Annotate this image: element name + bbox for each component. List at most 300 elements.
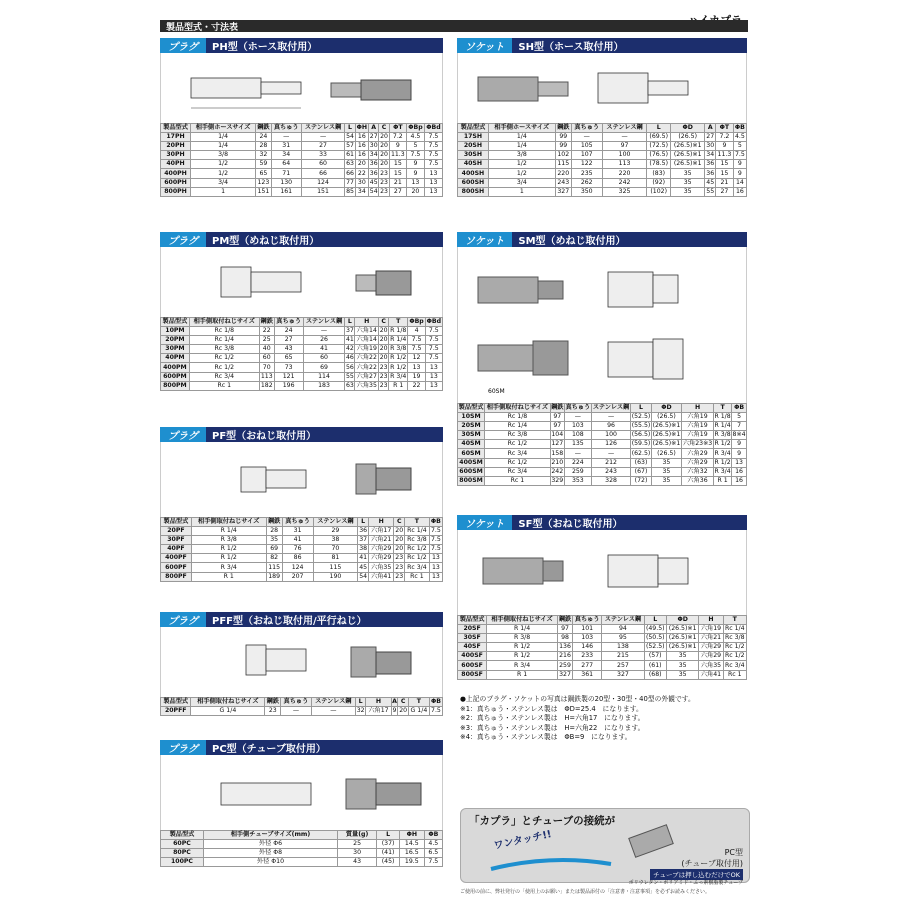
value-cell: 97: [550, 422, 564, 431]
value-cell: (26.5)※1: [670, 142, 704, 151]
model-cell: 600SF: [458, 661, 487, 670]
value-cell: 7.5: [425, 345, 442, 354]
value-cell: 20: [380, 151, 388, 159]
value-cell: Rc 1/2: [189, 363, 259, 372]
value-cell: 235: [571, 169, 602, 178]
value-cell: 33: [301, 151, 345, 160]
value-cell: 327: [559, 670, 571, 678]
value-cell: 1: [488, 187, 555, 196]
table-row: [458, 187, 747, 196]
value-cell: 7.5: [431, 707, 441, 715]
sh-diagram: [457, 53, 747, 123]
value-cell: 4.5: [734, 133, 745, 141]
table-row: [161, 527, 443, 536]
table-row: [161, 178, 443, 187]
value-cell: 6.5: [424, 849, 442, 858]
value-cell: 31: [282, 527, 313, 536]
value-cell: 35: [670, 187, 704, 196]
value-cell: 113: [602, 160, 647, 169]
value-cell: 259: [559, 661, 571, 669]
value-cell: 21: [716, 178, 734, 187]
col-header: ΦD: [651, 404, 681, 413]
col-header: ステンレス鋼: [313, 518, 358, 527]
value-cell: 35: [651, 476, 681, 485]
value-cell: Rc 3/4: [189, 372, 259, 381]
model-cell: 30PH: [161, 151, 191, 160]
value-cell: R 1/2: [390, 354, 407, 362]
value-cell: 189: [266, 572, 282, 581]
value-cell: 113: [260, 372, 273, 380]
value-cell: 115: [313, 563, 358, 572]
value-cell: 5: [732, 413, 747, 422]
value-cell: 327: [555, 187, 571, 196]
value-cell: 21: [389, 178, 406, 187]
value-cell: 20: [395, 536, 404, 544]
col-header: ΦB: [732, 404, 747, 413]
col-header: 真ちゅう: [274, 318, 303, 327]
value-cell: 16: [355, 133, 368, 142]
value-cell: (37): [377, 840, 400, 849]
value-cell: 20: [395, 527, 404, 535]
value-cell: 233: [573, 652, 602, 661]
col-header: ステンレス鋼: [311, 698, 355, 707]
col-header: H: [355, 318, 379, 327]
value-cell: 146: [573, 643, 602, 652]
col-header: ステンレス鋼: [592, 404, 630, 412]
value-cell: R 1/2: [714, 440, 731, 448]
value-cell: 34: [369, 151, 378, 159]
pc-drawing: [161, 755, 444, 830]
sf-table: [457, 615, 747, 680]
value-cell: Rc 3/4: [724, 661, 745, 669]
table-row: [161, 381, 443, 390]
value-cell: 六角19: [682, 413, 714, 422]
value-cell: 115: [555, 160, 571, 169]
value-cell: R 1/2: [390, 363, 407, 371]
model-cell: 30PF: [161, 536, 192, 545]
section-pf-header: [160, 427, 443, 442]
table-title-bar: [160, 20, 748, 32]
section-sm: [457, 232, 747, 486]
value-cell: Rc 3/4: [485, 449, 551, 458]
value-cell: Rc 3/8: [405, 536, 430, 545]
pc-table: [160, 830, 443, 867]
value-cell: 7.5: [734, 151, 745, 159]
value-cell: 7.5: [424, 142, 442, 151]
col-header: L: [345, 124, 355, 133]
value-cell: (26.5)※1: [652, 440, 681, 448]
value-cell: (78.5): [647, 160, 671, 169]
value-cell: —: [281, 707, 311, 716]
value-cell: 1/2: [191, 169, 256, 178]
col-header: ΦBp: [408, 124, 423, 132]
value-cell: 9: [716, 142, 734, 151]
col-header: 製品型式: [161, 831, 204, 840]
value-cell: 7.5: [424, 160, 442, 169]
value-cell: 1/4: [191, 133, 256, 142]
section-pm-tag: プラグ: [160, 232, 206, 247]
col-header: 製品型式: [458, 616, 487, 625]
model-cell: 600PF: [161, 563, 192, 572]
value-cell: 13: [408, 363, 425, 372]
value-cell: 353: [564, 476, 591, 485]
col-header: ΦD: [666, 616, 699, 625]
value-cell: 97: [557, 625, 572, 634]
value-cell: (69.5): [647, 133, 671, 142]
col-header: 相手側ホースサイズ: [191, 124, 256, 133]
value-cell: Rc 3/8: [485, 431, 551, 440]
col-header: ΦBp: [409, 318, 424, 326]
pf-table: [160, 517, 443, 582]
value-cell: 3/8: [191, 151, 256, 160]
table-row: [458, 634, 747, 643]
value-cell: (72): [631, 476, 652, 485]
table-row: [458, 449, 747, 458]
value-cell: 1: [191, 187, 256, 196]
value-cell: 27: [716, 187, 734, 196]
model-cell: 17PH: [161, 133, 191, 142]
value-cell: 5: [406, 142, 424, 151]
col-header: ΦB: [424, 831, 442, 840]
value-cell: 27: [389, 187, 406, 196]
value-cell: 13: [429, 563, 442, 572]
col-header: ステンレス鋼: [602, 616, 644, 625]
table-row: [161, 187, 443, 196]
section-pf-tag: プラグ: [160, 427, 206, 442]
value-cell: 325: [602, 187, 647, 196]
section-sh-title: SH型（ホース取付用）: [518, 42, 624, 53]
value-cell: 24: [256, 133, 272, 142]
value-cell: 六角14: [356, 336, 377, 344]
model-cell: 20PFF: [161, 707, 191, 716]
value-cell: 14: [733, 178, 746, 187]
value-cell: 1/4: [191, 142, 256, 151]
model-cell: 40PF: [161, 545, 192, 554]
table-row: [161, 707, 443, 716]
table-row: [161, 849, 443, 858]
value-cell: 六角19: [682, 422, 714, 431]
col-header: H: [682, 404, 714, 413]
value-cell: 19.5: [400, 858, 425, 867]
value-cell: 7.2: [389, 133, 406, 142]
value-cell: 3/4: [488, 178, 555, 187]
col-header: 鋼鉄: [257, 124, 270, 132]
pf-drawing: [161, 442, 444, 517]
value-cell: 224: [564, 458, 591, 467]
value-cell: —: [602, 133, 647, 142]
col-header: A: [392, 698, 397, 706]
table-row: [161, 327, 443, 336]
col-header: L: [631, 404, 652, 413]
col-header: ΦB: [734, 124, 745, 132]
value-cell: 35: [666, 670, 699, 679]
model-cell: 10PM: [161, 327, 190, 336]
col-header: 真ちゅう: [573, 616, 602, 625]
pm-diagram: [160, 247, 443, 317]
value-cell: 7.5: [425, 336, 442, 345]
value-cell: —: [311, 707, 355, 716]
value-cell: (50.5): [645, 634, 665, 642]
value-cell: R 3/8: [487, 634, 558, 643]
value-cell: 13: [424, 169, 442, 178]
table-title: 製品型式・寸法表: [166, 23, 239, 33]
value-cell: 7.5: [424, 151, 442, 160]
col-header: 相手側取付ねじサイズ: [191, 518, 266, 527]
value-cell: —: [564, 413, 591, 422]
value-cell: 23: [380, 169, 388, 177]
value-cell: 361: [573, 670, 602, 679]
ph-diagram: [160, 53, 443, 123]
value-cell: 六角29: [682, 458, 714, 467]
col-header: 相手側取付ねじサイズ: [189, 318, 259, 327]
value-cell: 124: [282, 563, 313, 572]
model-cell: 600PM: [161, 372, 190, 381]
value-cell: 100: [602, 151, 647, 160]
value-cell: 115: [266, 563, 282, 572]
value-cell: 63: [345, 381, 354, 389]
section-pc: [160, 740, 443, 867]
value-cell: 182: [260, 381, 273, 389]
value-cell: R 1: [487, 670, 558, 679]
model-cell: 40SM: [458, 440, 485, 449]
value-cell: 220: [555, 169, 571, 178]
value-cell: Rc 1/2: [724, 652, 745, 660]
value-cell: (26.5)※1: [666, 634, 699, 643]
value-cell: 9: [732, 440, 747, 449]
value-cell: (67): [631, 467, 652, 476]
value-cell: 73: [274, 363, 303, 372]
value-cell: 190: [313, 572, 358, 581]
value-cell: 8※4: [732, 431, 746, 439]
value-cell: 242: [602, 178, 647, 187]
model-cell: 20PF: [161, 527, 192, 536]
table-row: [161, 572, 443, 581]
value-cell: R 3/4: [191, 563, 266, 572]
value-cell: 11.3: [390, 151, 405, 159]
value-cell: 350: [571, 187, 602, 196]
value-cell: 六角35: [356, 381, 377, 389]
value-cell: R 3/4: [714, 449, 731, 457]
value-cell: 六角35: [368, 563, 393, 572]
value-cell: 96: [591, 422, 630, 431]
value-cell: (61): [644, 661, 666, 670]
value-cell: 66: [301, 169, 345, 178]
value-cell: 20: [406, 187, 424, 196]
section-sf-header: [457, 515, 747, 530]
col-header: L: [647, 124, 671, 133]
value-cell: 38: [359, 545, 368, 553]
value-cell: (49.5): [645, 625, 665, 633]
value-cell: 97: [550, 413, 564, 422]
table-row: [458, 413, 747, 422]
value-cell: 16: [732, 476, 747, 485]
value-cell: 103: [564, 422, 591, 431]
value-cell: —: [591, 413, 630, 422]
value-cell: 77: [346, 178, 354, 186]
value-cell: R 1: [714, 476, 732, 485]
value-cell: 70: [313, 545, 358, 554]
value-cell: 16: [355, 142, 368, 151]
value-cell: Rc 1/2: [485, 458, 551, 467]
section-ph-tag: プラグ: [160, 38, 206, 53]
col-header: ΦT: [716, 124, 734, 133]
model-cell: 40PH: [161, 160, 191, 169]
value-cell: 26: [303, 336, 345, 345]
value-cell: (26.5): [651, 413, 681, 422]
value-cell: 7.5: [425, 327, 442, 336]
value-cell: 81: [313, 554, 358, 563]
value-cell: 46: [345, 354, 354, 362]
model-cell: 40SF: [458, 643, 487, 652]
value-cell: Rc 1/4: [405, 527, 430, 536]
model-cell: 30SM: [458, 431, 485, 440]
section-sf-tag: ソケット: [457, 515, 512, 530]
value-cell: 20: [355, 160, 368, 169]
section-sf: [457, 515, 747, 680]
value-cell: (92): [647, 178, 671, 187]
value-cell: 13: [424, 187, 442, 196]
value-cell: 16: [733, 187, 746, 196]
value-cell: 7.5: [424, 858, 442, 867]
value-cell: 1/2: [488, 169, 555, 178]
value-cell: 5: [733, 142, 746, 151]
value-cell: 86: [282, 554, 313, 563]
section-sf-title: SF型（おねじ取付用）: [518, 519, 623, 530]
value-cell: 65: [274, 354, 303, 363]
value-cell: 97: [602, 142, 647, 151]
value-cell: 36: [369, 169, 378, 177]
value-cell: 7.5: [430, 536, 441, 544]
section-sm-title: SM型（めねじ取付用）: [518, 236, 626, 247]
value-cell: 23: [379, 381, 388, 389]
model-cell: 80PC: [161, 849, 204, 858]
value-cell: 7.5: [430, 527, 441, 535]
value-cell: 34: [271, 151, 301, 160]
value-cell: 六角29: [682, 449, 714, 458]
value-cell: 121: [274, 372, 303, 381]
value-cell: 16.5: [400, 849, 425, 858]
note-line: ※2：真ちゅう・ステンレス製は H=六角17 になります。: [460, 714, 645, 722]
table-row: [458, 151, 747, 160]
col-header: 鋼鉄: [267, 518, 281, 526]
value-cell: 99: [555, 142, 571, 151]
note-line: ※1：真ちゅう・ステンレス製は ΦD=25.4 になります。: [460, 704, 643, 713]
value-cell: R 3/4: [390, 372, 407, 380]
value-cell: 277: [573, 661, 602, 670]
value-cell: 35: [666, 661, 699, 670]
value-cell: 7.5: [430, 545, 441, 553]
value-cell: 六角17: [368, 527, 393, 536]
value-cell: 262: [571, 178, 602, 187]
value-cell: R 3/8: [714, 431, 731, 439]
col-header: A: [369, 124, 379, 133]
value-cell: 23: [395, 572, 404, 580]
value-cell: 22: [259, 327, 274, 336]
model-cell: 30PM: [161, 345, 190, 354]
value-cell: 99: [555, 133, 571, 142]
model-cell: 20SM: [458, 422, 485, 431]
section-sh-header: [457, 38, 747, 53]
value-cell: 56: [345, 363, 354, 371]
value-cell: R 1: [191, 572, 266, 581]
value-cell: 183: [303, 381, 345, 390]
value-cell: 60: [259, 354, 274, 363]
value-cell: 151: [301, 187, 345, 196]
col-header: A: [705, 124, 716, 133]
value-cell: 123: [257, 178, 270, 186]
value-cell: 16: [355, 151, 368, 160]
sf-diagram: [457, 530, 747, 615]
value-cell: 11.3: [717, 151, 732, 159]
value-cell: 37: [345, 327, 354, 335]
value-cell: 243: [555, 178, 571, 187]
value-cell: 六角17: [366, 707, 391, 716]
value-cell: (52.5): [645, 643, 665, 651]
col-header: 真ちゅう: [281, 698, 311, 707]
table-row: [458, 661, 747, 670]
col-header: L: [355, 698, 366, 707]
value-cell: 22: [355, 169, 368, 178]
col-header: 鋼鉄: [551, 404, 564, 412]
value-cell: 329: [551, 476, 564, 484]
value-cell: Rc 3/8: [189, 345, 259, 354]
value-cell: 45: [706, 178, 715, 186]
value-cell: R 3/8: [390, 345, 407, 353]
value-cell: 4.5: [406, 133, 424, 142]
col-header: ΦD: [670, 124, 704, 133]
value-cell: 六角41: [700, 670, 722, 678]
value-cell: 20: [379, 354, 388, 362]
col-header: 製品型式: [458, 404, 484, 412]
col-header: 製品型式: [161, 698, 191, 707]
table-row: [161, 840, 443, 849]
value-cell: 20: [380, 142, 388, 150]
col-header: 真ちゅう: [282, 518, 313, 527]
value-cell: 54: [346, 133, 354, 141]
value-cell: 36: [706, 160, 715, 168]
value-cell: 7: [732, 422, 747, 431]
value-cell: 327: [602, 670, 644, 679]
value-cell: 70: [259, 363, 274, 372]
value-cell: (56.5): [631, 431, 651, 439]
value-cell: R 1/4: [714, 422, 731, 430]
model-cell: 10SM: [458, 413, 485, 422]
value-cell: 66: [346, 169, 354, 177]
section-pf: [160, 427, 443, 582]
value-cell: 94: [602, 625, 644, 634]
value-cell: 100: [591, 431, 630, 440]
table-row: [161, 133, 443, 142]
table-row: [161, 345, 443, 354]
value-cell: 15: [716, 169, 734, 178]
value-cell: Rc 1: [189, 381, 259, 390]
pm-table: [160, 317, 443, 391]
model-cell: 400SH: [458, 169, 489, 178]
value-cell: 9: [733, 169, 746, 178]
value-cell: R 1/2: [487, 643, 558, 652]
value-cell: 23: [395, 563, 404, 571]
value-cell: 六角19: [356, 345, 377, 353]
value-cell: 257: [602, 661, 644, 670]
table-row: [161, 354, 443, 363]
col-header: ΦH: [356, 124, 368, 132]
value-cell: 55: [706, 187, 715, 195]
sm-table: [457, 403, 747, 486]
value-cell: 7.5: [408, 345, 425, 354]
col-header: 真ちゅう: [571, 124, 602, 133]
value-cell: 30: [338, 849, 377, 858]
value-cell: 212: [591, 458, 630, 467]
